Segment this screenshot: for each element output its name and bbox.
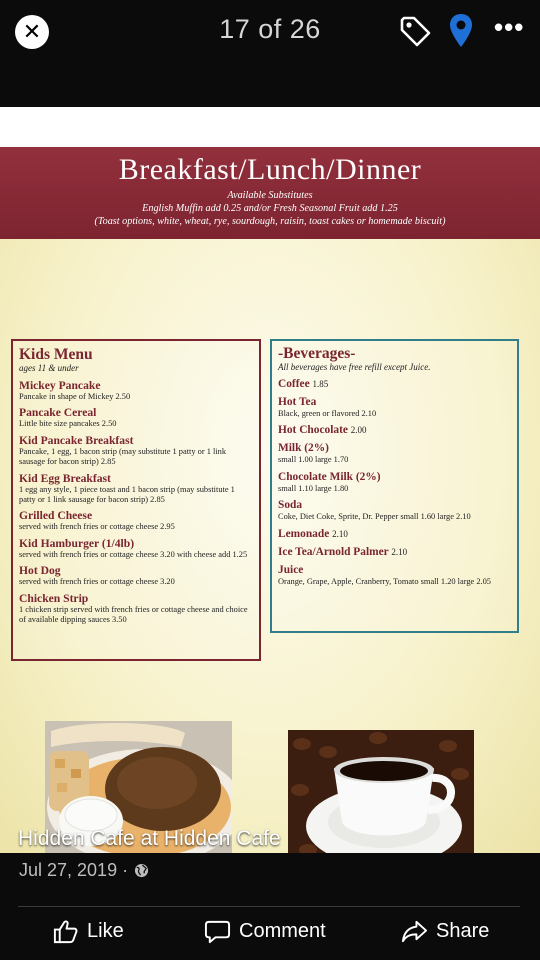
share-icon bbox=[401, 918, 428, 945]
kids-item-name: Mickey Pancake bbox=[19, 379, 101, 392]
more-icon: ••• bbox=[494, 12, 525, 42]
beverage-price: 1.85 bbox=[312, 379, 329, 389]
beverage-item bbox=[278, 442, 511, 455]
location-button[interactable] bbox=[447, 12, 475, 50]
beverage-name: Coffee bbox=[278, 378, 310, 390]
beverage-item bbox=[278, 378, 511, 391]
beverage-price: 2.10 bbox=[332, 528, 348, 539]
comment-button[interactable] bbox=[204, 918, 326, 945]
close-icon: ✕ bbox=[22, 19, 42, 45]
beverage-item bbox=[278, 396, 511, 409]
post-actions-bar bbox=[0, 912, 540, 958]
beverages-panel bbox=[270, 339, 519, 633]
menu-subtitle: Available Substitutes bbox=[227, 190, 313, 201]
share-label: Share bbox=[436, 920, 490, 942]
menu-subtitle: English Muffin add 0.25 and/or Fresh Seasonal Fruit add 1.25 bbox=[142, 203, 398, 214]
kids-item-desc: 1 egg any style, 1 piece toast and 1 bacon strip (may substitute 1 patty or 1 link sausage for bacon strip) 2.85 bbox=[19, 484, 235, 505]
like-button[interactable] bbox=[52, 918, 124, 945]
kids-item-name: Hot Dog bbox=[19, 564, 61, 578]
beverage-name: Milk (2%) bbox=[278, 442, 329, 455]
post-author-link[interactable]: Hidden Cafe at Hidden Cafe bbox=[18, 827, 281, 850]
photo-counter: 17 of 26 bbox=[219, 14, 321, 44]
location-pin-icon bbox=[447, 12, 475, 50]
kids-menu-title: Kids Menu bbox=[19, 346, 93, 363]
viewer-top-bar bbox=[0, 0, 540, 64]
kids-menu-note: ages 11 & under bbox=[19, 363, 79, 373]
post-date[interactable] bbox=[19, 860, 149, 881]
beverage-name: Soda bbox=[278, 499, 303, 512]
beverage-item bbox=[278, 499, 511, 512]
beverage-desc: small 1.00 large 1.70 bbox=[278, 455, 349, 465]
beverage-name: Ice Tea/Arnold Palmer bbox=[278, 545, 389, 558]
kids-item-name: Kid Egg Breakfast bbox=[19, 471, 111, 485]
beverage-item bbox=[278, 546, 511, 559]
beverage-item bbox=[278, 564, 511, 577]
beverage-price: 2.10 bbox=[391, 546, 408, 557]
share-button[interactable] bbox=[401, 918, 489, 945]
kids-item-desc: 1 chicken strip served with french fries or cottage cheese and choice of available dipping sauces 3.50 bbox=[19, 604, 248, 625]
menu-header bbox=[0, 147, 540, 239]
post-date-text: Jul 27, 2019 · bbox=[19, 860, 129, 880]
menu-photo[interactable] bbox=[0, 107, 540, 853]
beverage-desc: Orange, Grape, Apple, Cranberry, Tomato small 1.20 large 2.05 bbox=[278, 576, 491, 586]
beverage-name: Hot Tea bbox=[278, 396, 317, 408]
kids-item-desc: Little bite size pancakes 2.50 bbox=[19, 419, 117, 429]
like-label: Like bbox=[87, 920, 124, 942]
kids-item-desc: Pancake, 1 egg, 1 bacon strip (may substitute 1 patty or 1 link sausage for bacon strip) 2.85 bbox=[19, 446, 227, 467]
beverage-desc: small 1.10 large 1.80 bbox=[278, 483, 349, 493]
kids-item-desc: Pancake in shape of Mickey 2.50 bbox=[19, 392, 131, 401]
tag-icon bbox=[398, 14, 432, 48]
globe-icon bbox=[134, 863, 149, 878]
beverages-note: All beverages have free refill except Juice. bbox=[278, 362, 431, 372]
kids-item-name: Chicken Strip bbox=[19, 591, 89, 605]
beverage-item bbox=[278, 471, 511, 484]
photo-top-strip bbox=[0, 107, 540, 147]
beverages-title: -Beverages- bbox=[278, 345, 356, 362]
kids-item-desc: served with french fries or cottage cheese 3.20 bbox=[19, 577, 175, 587]
kids-menu-panel bbox=[11, 339, 261, 661]
beverage-name: Lemonade bbox=[278, 527, 330, 540]
kids-item-name: Grilled Cheese bbox=[19, 509, 93, 523]
kids-item-desc: served with french fries or cottage cheese 3.20 with cheese add 1.25 bbox=[19, 549, 248, 559]
beverage-name: Hot Chocolate bbox=[278, 424, 348, 437]
beverage-price: 2.00 bbox=[350, 425, 367, 436]
kids-item-name: Pancake Cereal bbox=[19, 406, 97, 420]
more-options-button[interactable] bbox=[494, 12, 524, 43]
beverage-name: Juice bbox=[278, 563, 304, 576]
comment-label: Comment bbox=[239, 920, 326, 942]
beverage-name: Chocolate Milk (2%) bbox=[278, 470, 381, 483]
kids-item-name: Kid Pancake Breakfast bbox=[19, 433, 134, 447]
actions-divider bbox=[18, 906, 520, 907]
kids-item-desc: served with french fries or cottage cheese 2.95 bbox=[19, 522, 175, 532]
menu-body bbox=[0, 239, 540, 853]
kids-item-name: Kid Hamburger (1/4lb) bbox=[19, 536, 135, 550]
menu-title: Breakfast/Lunch/Dinner bbox=[118, 153, 422, 186]
beverage-desc: Black, green or flavored 2.10 bbox=[278, 409, 377, 418]
coffee-photo bbox=[288, 730, 474, 853]
menu-subtitle: (Toast options, white, wheat, rye, sourdough, raisin, toast cakes or homemade biscuit) bbox=[94, 216, 446, 227]
beverage-item bbox=[278, 424, 511, 437]
beverage-desc: Coke, Diet Coke, Sprite, Dr. Pepper small 1.60 large 2.10 bbox=[278, 512, 471, 522]
comment-icon bbox=[204, 918, 231, 945]
coffee-illustration bbox=[288, 730, 474, 853]
tag-button[interactable] bbox=[398, 14, 432, 48]
beverage-item bbox=[278, 528, 511, 541]
like-icon bbox=[52, 918, 79, 945]
